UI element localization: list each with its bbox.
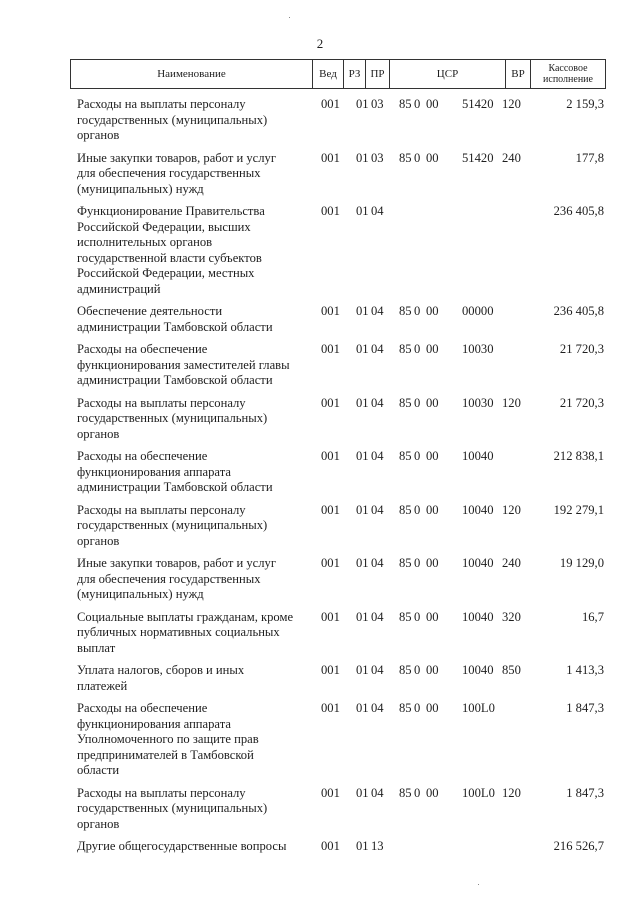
row-rz: 01 [356, 342, 369, 356]
row-vr: 320 [502, 609, 521, 624]
row-name: Расходы на выплаты персоналу государственных (муниципальных) органов [77, 502, 268, 548]
row-csr4: 10040 [462, 502, 494, 517]
table-row [0, 663, 640, 694]
row-csr1: 85 [399, 449, 412, 463]
row-amount: 236 405,8 [553, 304, 604, 318]
row-csr4: 51420 [462, 150, 494, 165]
row-amount: 216 526,7 [553, 839, 604, 853]
row-pr: 04 [371, 663, 384, 677]
row-csr2: 0 [414, 150, 421, 165]
row-name: Расходы на обеспечение функционирования аппарата Уполномоченного по защите прав предпринимателей в Тамбовской области [77, 701, 259, 777]
row-name: Иные закупки товаров, работ и услуг для обеспечения государственных (муниципальных) нужд [77, 150, 277, 196]
row-ved: 001 [321, 839, 340, 853]
row-pr: 04 [371, 701, 384, 715]
row-csr3: 00 [426, 342, 439, 356]
row-ved: 001 [321, 395, 340, 410]
row-amount: 177,8 [575, 150, 604, 165]
row-csr3: 00 [426, 609, 439, 624]
row-amount: 236 405,8 [553, 204, 604, 218]
scan-speck [478, 884, 479, 885]
row-csr3: 00 [426, 663, 439, 677]
row-csr4: 10040 [462, 609, 494, 624]
table-row [0, 97, 640, 144]
header-kassovoe: Кассовое исполнение [530, 60, 605, 88]
row-csr2: 0 [414, 449, 421, 463]
row-rz: 01 [356, 395, 369, 410]
header-name: Наименование [157, 67, 226, 80]
row-rz: 01 [356, 785, 369, 800]
row-csr1: 85 [399, 556, 412, 570]
row-csr1: 85 [399, 150, 412, 165]
row-amount: 212 838,1 [553, 449, 604, 463]
row-csr3: 00 [426, 502, 439, 517]
table-row [0, 304, 640, 335]
row-name: Другие общегосударственные вопросы [77, 839, 287, 853]
row-csr4: 00000 [462, 304, 494, 318]
table-row [0, 151, 640, 198]
row-csr2: 0 [414, 97, 421, 111]
row-csr4: 10040 [462, 663, 494, 677]
row-csr3: 00 [426, 701, 439, 715]
row-csr2: 0 [414, 556, 421, 570]
row-csr2: 0 [414, 609, 421, 624]
scan-speck [289, 17, 290, 18]
row-csr1: 85 [399, 395, 412, 410]
row-csr1: 85 [399, 97, 412, 111]
row-ved: 001 [321, 785, 340, 800]
row-amount: 1 847,3 [566, 701, 604, 715]
row-amount: 1 847,3 [566, 785, 604, 800]
table-header [70, 59, 606, 89]
row-name: Расходы на выплаты персоналу государственных (муниципальных) органов [77, 785, 268, 831]
row-csr1: 85 [399, 785, 412, 800]
row-ved: 001 [321, 150, 340, 165]
row-name: Функционирование Правительства Российской Федерации, высших исполнительных органов государственной власти субъектов Российской Федерации, местных администраций [77, 204, 265, 296]
row-name: Расходы на выплаты персоналу государственных (муниципальных) органов [77, 395, 268, 441]
row-pr: 04 [371, 556, 384, 570]
table-row [0, 342, 640, 389]
header-rz: РЗ [343, 60, 365, 88]
row-csr4: 100L0 [462, 701, 495, 715]
row-csr4: 51420 [462, 97, 494, 111]
row-pr: 03 [371, 97, 384, 111]
row-csr2: 0 [414, 785, 421, 800]
row-rz: 01 [356, 304, 369, 318]
row-csr1: 85 [399, 502, 412, 517]
table-row [0, 786, 640, 833]
row-csr1: 85 [399, 609, 412, 624]
row-rz: 01 [356, 663, 369, 677]
row-pr: 04 [371, 204, 384, 218]
row-csr3: 00 [426, 556, 439, 570]
table-row [0, 204, 640, 297]
row-ved: 001 [321, 204, 340, 218]
row-rz: 01 [356, 449, 369, 463]
table-row [0, 449, 640, 496]
row-ved: 001 [321, 701, 340, 715]
row-csr1: 85 [399, 701, 412, 715]
row-csr4: 10030 [462, 342, 494, 356]
row-csr4: 10030 [462, 395, 494, 410]
row-csr4: 10040 [462, 449, 494, 463]
row-rz: 01 [356, 701, 369, 715]
row-ved: 001 [321, 663, 340, 677]
row-rz: 01 [356, 204, 369, 218]
row-csr3: 00 [426, 97, 439, 111]
row-csr3: 00 [426, 304, 439, 318]
row-amount: 21 720,3 [559, 342, 604, 356]
row-pr: 04 [371, 395, 384, 410]
row-pr: 04 [371, 609, 384, 624]
table-row [0, 839, 640, 855]
row-csr1: 85 [399, 342, 412, 356]
table-row [0, 556, 640, 603]
row-csr3: 00 [426, 449, 439, 463]
row-csr1: 85 [399, 304, 412, 318]
row-rz: 01 [356, 502, 369, 517]
row-amount: 16,7 [581, 609, 604, 624]
row-pr: 04 [371, 449, 384, 463]
row-name: Социальные выплаты гражданам, кроме публичных нормативных социальных выплат [77, 609, 294, 655]
row-csr2: 0 [414, 502, 421, 517]
row-name: Уплата налогов, сборов и иных платежей [77, 663, 245, 693]
row-csr2: 0 [414, 701, 421, 715]
page-number: 2 [316, 36, 324, 51]
row-vr: 240 [502, 150, 521, 165]
row-csr4: 100L0 [462, 785, 495, 800]
row-pr: 03 [371, 150, 384, 165]
row-ved: 001 [321, 556, 340, 570]
row-rz: 01 [356, 556, 369, 570]
row-csr4: 10040 [462, 556, 494, 570]
row-csr1: 85 [399, 663, 412, 677]
row-vr: 120 [502, 97, 521, 111]
row-amount: 192 279,1 [553, 502, 604, 517]
row-ved: 001 [321, 97, 340, 111]
row-rz: 01 [356, 839, 369, 853]
row-name: Обеспечение деятельности администрации Тамбовской области [77, 304, 273, 334]
header-ved: Вед [312, 60, 343, 88]
row-csr2: 0 [414, 395, 421, 410]
row-csr3: 00 [426, 785, 439, 800]
row-ved: 001 [321, 502, 340, 517]
row-amount: 1 413,3 [566, 663, 604, 677]
row-amount: 21 720,3 [559, 395, 604, 410]
table-row [0, 701, 640, 779]
row-vr: 120 [502, 502, 521, 517]
row-csr2: 0 [414, 304, 421, 318]
row-rz: 01 [356, 609, 369, 624]
row-csr3: 00 [426, 150, 439, 165]
row-pr: 04 [371, 342, 384, 356]
row-vr: 850 [502, 663, 521, 677]
row-name: Расходы на обеспечение функционирования аппарата администрации Тамбовской области [77, 449, 273, 494]
row-pr: 13 [371, 839, 384, 853]
row-name: Расходы на обеспечение функционирования заместителей главы администрации Тамбовской области [77, 342, 290, 387]
row-rz: 01 [356, 150, 369, 165]
row-pr: 04 [371, 502, 384, 517]
row-ved: 001 [321, 449, 340, 463]
header-csr: ЦСР [389, 60, 505, 88]
row-amount: 19 129,0 [559, 556, 604, 570]
row-amount: 2 159,3 [566, 97, 604, 111]
row-csr2: 0 [414, 342, 421, 356]
row-ved: 001 [321, 304, 340, 318]
row-vr: 240 [502, 556, 521, 570]
table-row [0, 396, 640, 443]
row-rz: 01 [356, 97, 369, 111]
row-vr: 120 [502, 785, 521, 800]
row-ved: 001 [321, 342, 340, 356]
table-body [0, 97, 640, 862]
row-csr2: 0 [414, 663, 421, 677]
row-name: Расходы на выплаты персоналу государственных (муниципальных) органов [77, 97, 268, 142]
header-pr: ПР [365, 60, 389, 88]
row-ved: 001 [321, 609, 340, 624]
row-vr: 120 [502, 395, 521, 410]
row-pr: 04 [371, 304, 384, 318]
table-row [0, 503, 640, 550]
row-csr3: 00 [426, 395, 439, 410]
header-vr: ВР [505, 60, 530, 88]
row-name: Иные закупки товаров, работ и услуг для обеспечения государственных (муниципальных) нужд [77, 556, 277, 601]
row-pr: 04 [371, 785, 384, 800]
table-row [0, 610, 640, 657]
